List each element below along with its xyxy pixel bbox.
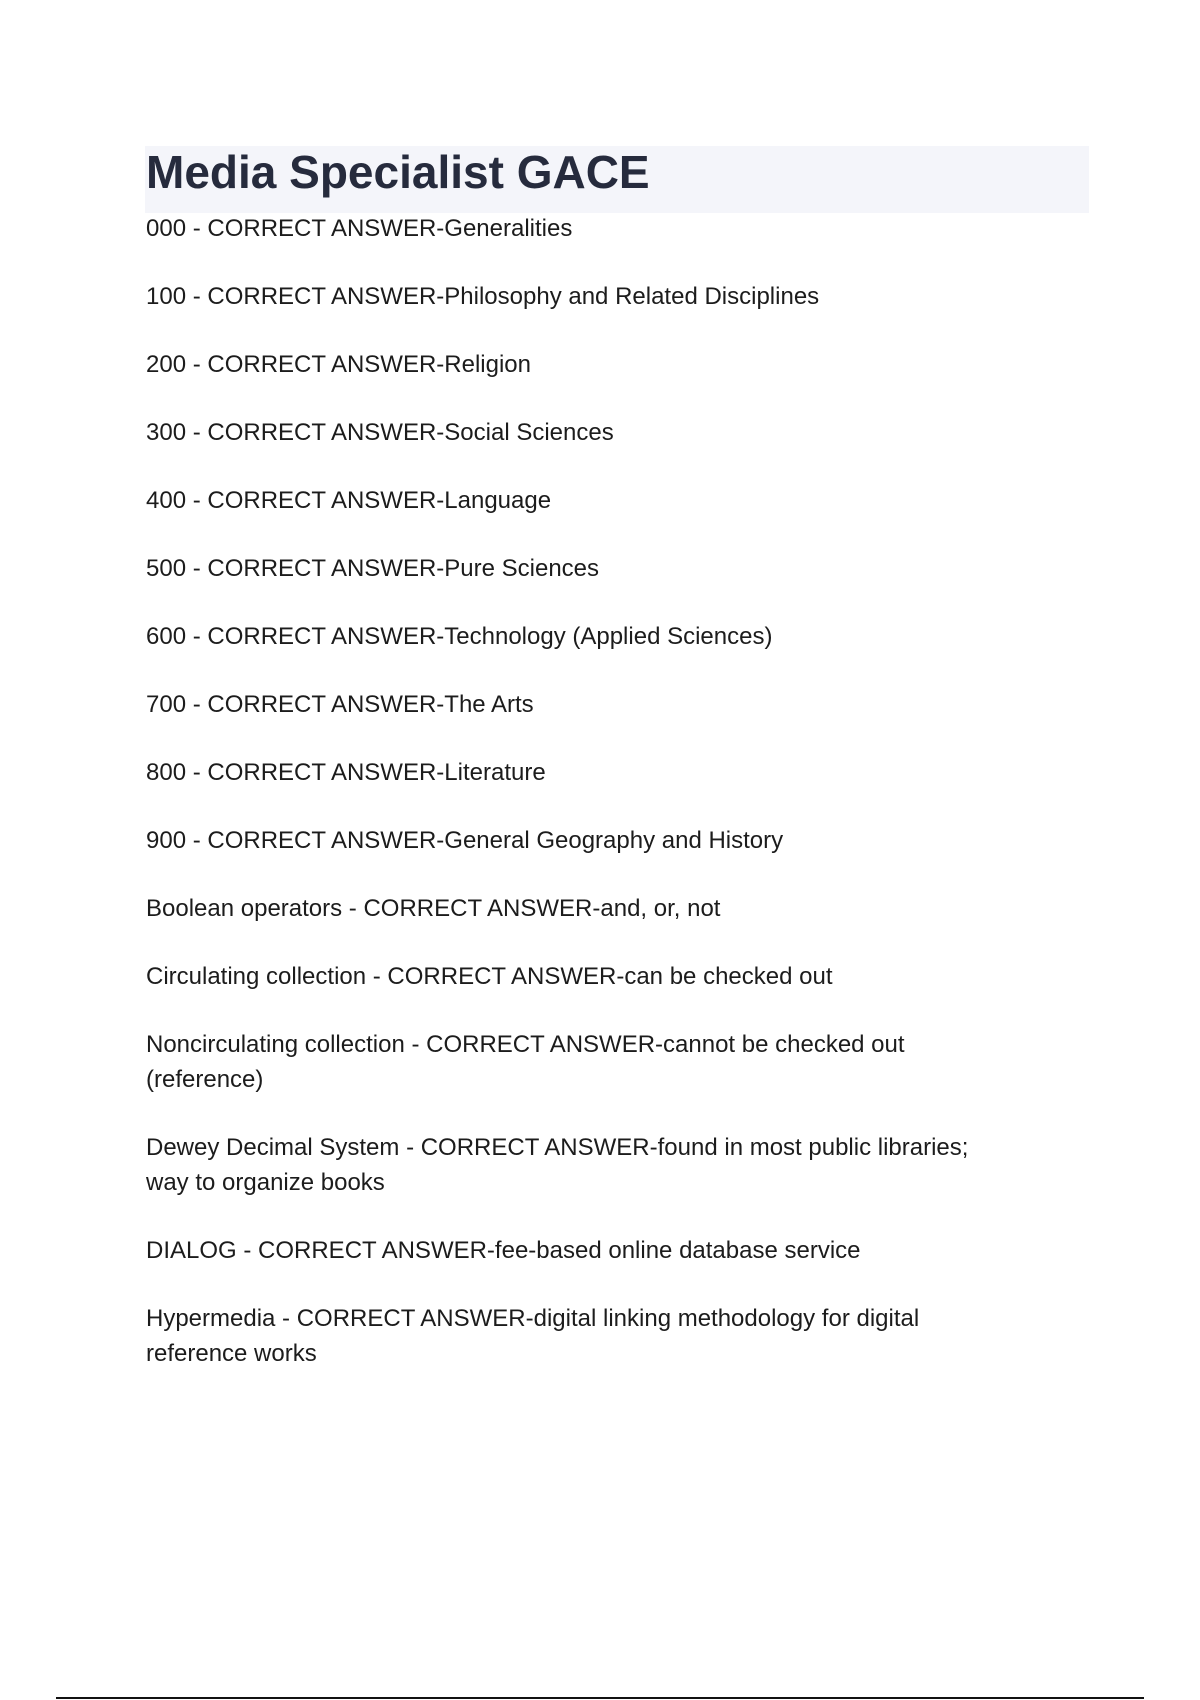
entry-300: 300 - CORRECT ANSWER-Social Sciences	[146, 419, 614, 446]
entry-500: 500 - CORRECT ANSWER-Pure Sciences	[146, 555, 600, 582]
entry-noncirculating-collection: Noncirculating collection - CORRECT ANSWER-cannot be checked out (reference)	[146, 1031, 905, 1093]
entry-list	[146, 211, 1066, 1404]
entry-700: 700 - CORRECT ANSWER-The Arts	[146, 691, 534, 718]
entry-boolean-operators: Boolean operators - CORRECT ANSWER-and, or, not	[146, 895, 721, 922]
entry-800: 800 - CORRECT ANSWER-Literature	[146, 759, 546, 786]
entry-000: 000 - CORRECT ANSWER-Generalities	[146, 215, 573, 242]
document-title: Media Specialist GACE	[146, 146, 650, 198]
entry-600: 600 - CORRECT ANSWER-Technology (Applied Sciences)	[146, 623, 773, 650]
entry-200: 200 - CORRECT ANSWER-Religion	[146, 351, 531, 378]
entry-100: 100 - CORRECT ANSWER-Philosophy and Related Disciplines	[146, 283, 820, 310]
entry-hypermedia: Hypermedia - CORRECT ANSWER-digital linking methodology for digital reference works	[146, 1305, 920, 1367]
entry-dialog: DIALOG - CORRECT ANSWER-fee-based online database service	[146, 1237, 861, 1264]
entry-dewey-decimal-system: Dewey Decimal System - CORRECT ANSWER-found in most public libraries; way to organize books	[146, 1134, 969, 1196]
entry-400: 400 - CORRECT ANSWER-Language	[146, 487, 552, 514]
footer-divider	[56, 1697, 1144, 1699]
entry-900: 900 - CORRECT ANSWER-General Geography and History	[146, 827, 784, 854]
entry-circulating-collection: Circulating collection - CORRECT ANSWER-can be checked out	[146, 963, 833, 990]
